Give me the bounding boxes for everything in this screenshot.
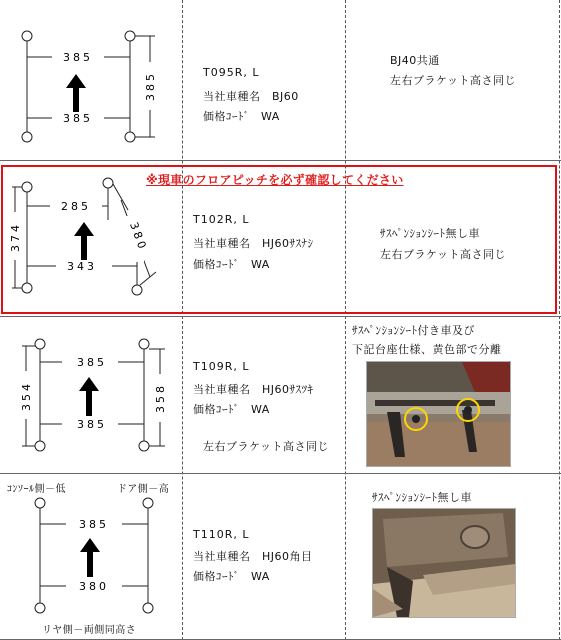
corner-label-top-right: ドア側－高 — [117, 484, 170, 495]
vehicle-model: 当社車種名 HJ60ｻｽﾅｼ — [193, 237, 314, 250]
corner-label-bottom: リヤ側－両側同高さ — [42, 625, 137, 636]
dim-bottom: 385 — [63, 112, 93, 125]
dim-top: 385 — [77, 356, 107, 369]
price-code: 価格ｺｰﾄﾞ WA — [193, 570, 270, 583]
note-line: ｻｽﾍﾟﾝｼｮﾝｼｰﾄ無し車 — [372, 491, 472, 504]
vehicle-model: 当社車種名 HJ60角目 — [193, 550, 313, 563]
part-number: T095R, L — [203, 66, 260, 79]
vehicle-model: 当社車種名 BJ60 — [203, 90, 299, 103]
dim-bottom: 385 — [77, 418, 107, 431]
column-divider — [345, 0, 346, 640]
dim-right: 385 — [144, 71, 157, 101]
bracket-diagram-4 — [0, 473, 182, 633]
dim-top: 385 — [79, 518, 109, 531]
column-divider — [182, 0, 183, 640]
warning-text: ※現車のフロアピッチを必ず確認してください — [146, 173, 404, 187]
note-line: ｻｽﾍﾟﾝｼｮﾝｼｰﾄ無し車 — [380, 227, 480, 240]
note-line: BJ40共通 — [390, 54, 440, 67]
bracket-diagram-3 — [0, 316, 182, 473]
column-divider — [559, 0, 560, 640]
dim-left: 354 — [20, 381, 33, 411]
dim-left: 374 — [9, 222, 22, 252]
dim-top: 385 — [63, 51, 93, 64]
bracket-diagram-1 — [0, 0, 182, 160]
dim-diagonal: 380 — [127, 220, 150, 254]
dim-bottom: 343 — [67, 260, 97, 273]
price-code: 価格ｺｰﾄﾞ WA — [193, 258, 270, 271]
note-line: 左右ブラケット高さ同じ — [390, 74, 516, 87]
part-number: T110R, L — [193, 528, 250, 541]
price-code: 価格ｺｰﾄﾞ WA — [203, 110, 280, 123]
dim-bottom: 380 — [79, 580, 109, 593]
note-line: 下記台座仕様、黄色部で分離 — [352, 343, 502, 356]
price-code: 価格ｺｰﾄﾞ WA — [193, 403, 270, 416]
dim-top: 285 — [61, 200, 91, 213]
part-number: T109R, L — [193, 360, 250, 373]
bracket-height-note: 左右ブラケット高さ同じ — [203, 440, 329, 453]
vehicle-model: 当社車種名 HJ60ｻｽﾂｷ — [193, 383, 314, 396]
seat-base-photo — [372, 508, 516, 618]
note-line: 左右ブラケット高さ同じ — [380, 248, 506, 261]
part-number: T102R, L — [193, 213, 250, 226]
dim-right: 358 — [154, 383, 167, 413]
seat-base-photo — [366, 361, 511, 467]
corner-label-top-left: ｺﾝｿｰﾙ側－低 — [7, 484, 66, 495]
note-line: ｻｽﾍﾟﾝｼｮﾝｼｰﾄ付き車及び — [352, 324, 475, 337]
